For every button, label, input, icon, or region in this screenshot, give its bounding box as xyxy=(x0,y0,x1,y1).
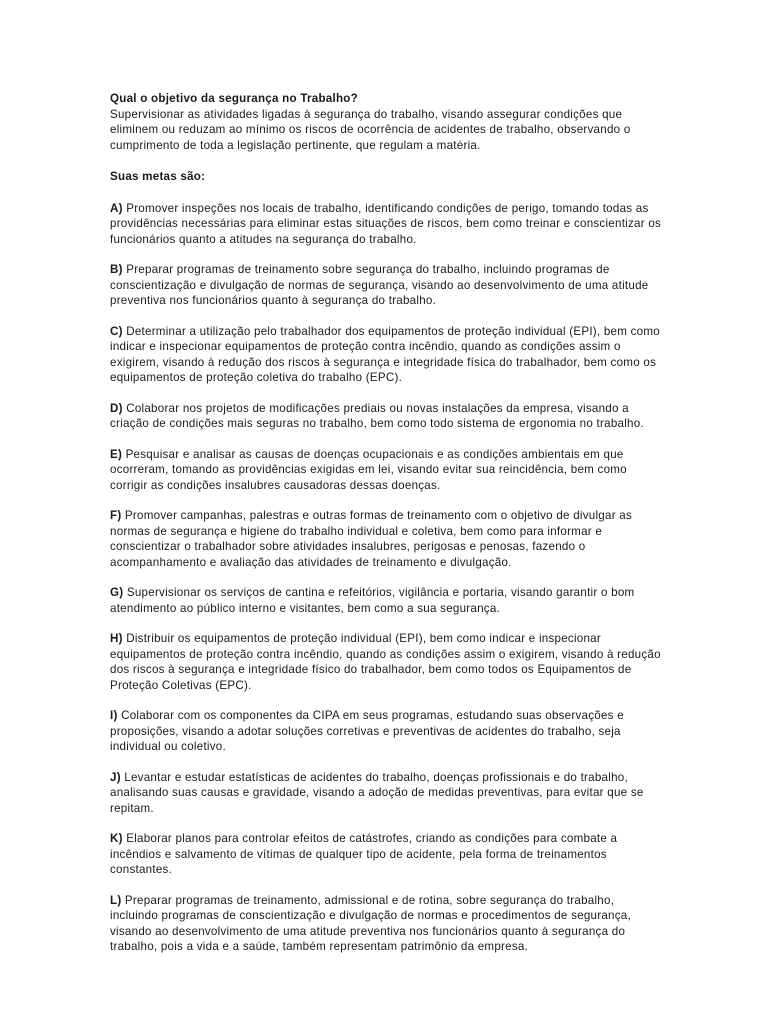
goal-item-c xyxy=(110,324,662,386)
goal-text: Pesquisar e analisar as causas de doenças ocupacionais e as condições ambientais em que ocorreram, tomando as providências exigidas em lei, visando evitar sua reincidência, bem como corrigir as condições insalubres causadoras dessas doenças. xyxy=(110,447,627,492)
goal-text: Distribuir os equipamentos de proteção individual (EPI), bem como indicar e inspecionar equipamentos de proteção contra incêndio, quando as condições assim o exigirem, visando à redução dos riscos à segurança e integridade físico do trabalhador, bem como todos os Equipamentos de Proteção Coletivas (EPC). xyxy=(110,632,661,692)
goal-item-g xyxy=(110,585,662,616)
goal-text: Promover inspeções nos locais de trabalho, identificando condições de perigo, tomando todas as providências necessárias para eliminar estas situações de riscos, bem como treinar e conscientizar os funcionários quanto a atitudes na segurança do trabalho. xyxy=(110,201,662,246)
goal-text: Colaborar com os componentes da CIPA em seus programas, estudando suas observações e proposições, visando a adotar soluções corretivas e preventivas de acidentes do trabalho, seja individual ou coletivo. xyxy=(110,709,624,753)
goal-item-i xyxy=(110,708,662,755)
goals-heading: Suas metas são: xyxy=(110,170,206,183)
document-page xyxy=(110,91,662,970)
goal-text: Elaborar planos para controlar efeitos de catástrofes, criando as condições para combate a incêndios e salvamento de vítimas de qualquer tipo de acidente, pela forma de treinamentos constantes. xyxy=(110,832,618,876)
goal-letter: A) xyxy=(110,201,123,215)
goal-item-f xyxy=(110,508,662,570)
goal-letter: L) xyxy=(110,893,122,907)
goal-item-j xyxy=(110,770,662,817)
goal-item-e xyxy=(110,447,662,494)
goal-item-b xyxy=(110,262,662,309)
intro-paragraph: Supervisionar as atividades ligadas à segurança do trabalho, visando assegurar condições que eliminem ou reduzam ao mínimo os riscos de ocorrência de acidentes de trabalho, observando o cumprimento de toda a legislação pertinente, que regulam a matéria. xyxy=(110,107,631,152)
goal-letter: G) xyxy=(110,586,124,599)
goal-letter: H) xyxy=(110,632,123,645)
goal-text: Promover campanhas, palestras e outras formas de treinamento com o objetivo de divulgar as normas de segurança e higiene do trabalho individual e coletiva, bem como para informar e conscientizar o trabalhador sobre atividades insalubres, perigosas e penosas, fazendo o acompanhamento e avaliação das atividades de treinamento e divulgação. xyxy=(110,509,633,569)
goal-item-h xyxy=(110,631,662,693)
goal-text: Levantar e estudar estatísticas de acidentes do trabalho, doenças profissionais e do trabalho, analisando suas causas e gravidade, visando a adoção de medidas preventivas, para evitar que se repitam. xyxy=(110,770,644,815)
goal-letter: J) xyxy=(110,770,121,784)
goal-letter: E) xyxy=(110,447,123,461)
goal-text: Colaborar nos projetos de modificações prediais ou novas instalações da empresa, visando a criação de condições mais seguras no trabalho, bem como todo sistema de ergonomia no trabalho. xyxy=(110,401,644,430)
goal-text: Preparar programas de treinamento sobre segurança do trabalho, incluindo programas de conscientização e divulgação de normas de segurança, visando ao desenvolvimento de uma atitude preventiva nos funcionários quanto à segurança do trabalho. xyxy=(110,263,649,307)
goal-item-a xyxy=(110,201,662,248)
goal-letter: K) xyxy=(110,832,123,845)
goal-text: Supervisionar os serviços de cantina e refeitórios, vigilância e portaria, visando garantir o bom atendimento ao público interno e visitantes, bem como a sua segurança. xyxy=(110,586,635,615)
goal-item-k xyxy=(110,831,662,878)
goal-letter: I) xyxy=(110,709,118,722)
goal-letter: C) xyxy=(110,324,123,338)
goal-letter: F) xyxy=(110,509,122,522)
goal-letter: B) xyxy=(110,263,123,276)
document-title: Qual o objetivo da segurança no Trabalho? xyxy=(110,92,358,105)
goal-letter: D) xyxy=(110,401,123,415)
goal-text: Determinar a utilização pelo trabalhador dos equipamentos de proteção individual (EPI), bem como indicar e inspecionar equipamentos de proteção contra incêndio, quando as condições assim o exigirem, visando à redução dos riscos à segurança e integridade física do trabalhador, bem como os equipamentos de proteção coletiva do trabalho (EPC). xyxy=(110,324,660,384)
goal-item-d xyxy=(110,401,662,432)
goal-item-l xyxy=(110,893,662,955)
goal-text: Preparar programas de treinamento, admissional e de rotina, sobre segurança do trabalho, incluindo programas de conscientização e divulgação de normas e procedimentos de segurança, visando ao desenvolvimento de uma atitude preventiva nos funcionários quanto à segurança do trabalho, pois a vida e a saúde, também representam patrimônio da empresa. xyxy=(110,893,631,953)
